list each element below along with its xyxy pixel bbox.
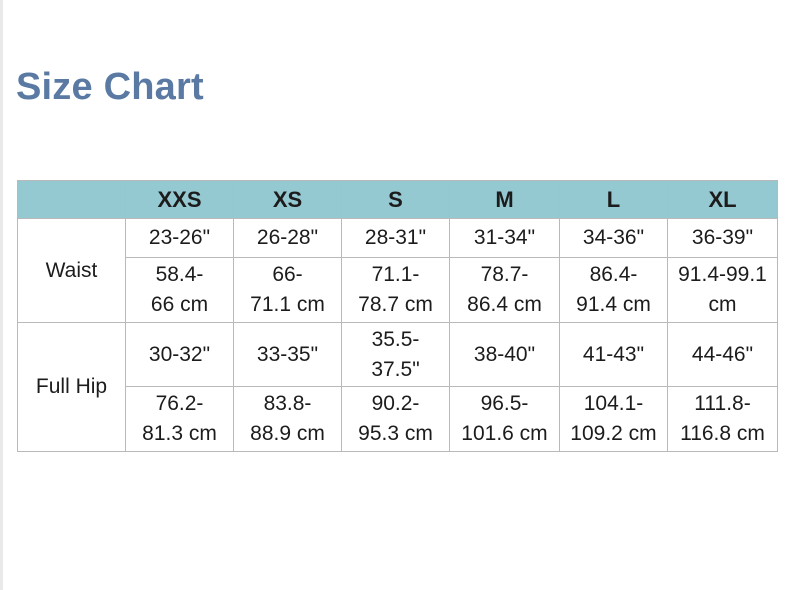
cell-value: 83.8- 88.9 cm [250, 392, 325, 445]
cell-value: 44-46" [691, 342, 754, 366]
table-cell [342, 323, 450, 387]
cell-value: 58.4- 66 cm [150, 263, 209, 316]
table-cell [450, 323, 560, 387]
table-cell [450, 219, 560, 258]
header-cell-m: M [450, 181, 560, 219]
header-cell-xs: XS [234, 181, 342, 219]
page-edge [0, 0, 3, 590]
size-chart-table [17, 180, 778, 452]
cell-value: 35.5- 37.5" [371, 327, 420, 381]
row-label-full-hip: Full Hip [18, 323, 126, 452]
row-label-waist: Waist [18, 219, 126, 323]
table-cell [342, 219, 450, 258]
cell-value: 104.1- 109.2 cm [570, 392, 657, 445]
table-cell [668, 387, 778, 452]
header-cell-xl: XL [668, 181, 778, 219]
cell-value: 90.2- 95.3 cm [358, 392, 433, 445]
table-cell [126, 258, 234, 323]
cell-value: 41-43" [582, 342, 645, 366]
table-cell [234, 258, 342, 323]
cell-value: 91.4-99.1 cm [678, 263, 767, 316]
cell-value: 33-35" [256, 342, 319, 366]
table-cell [126, 387, 234, 452]
cell-value: 23-26" [148, 226, 211, 249]
cell-value: 96.5- 101.6 cm [461, 392, 548, 445]
table-cell [234, 323, 342, 387]
table-cell [126, 219, 234, 258]
table-cell [342, 258, 450, 323]
header-cell-l: L [560, 181, 668, 219]
table-cell [342, 387, 450, 452]
table-row-hip-cm [18, 387, 778, 452]
table-cell [668, 219, 778, 258]
cell-value: 38-40" [473, 342, 536, 366]
table-cell [234, 387, 342, 452]
table-cell [560, 323, 668, 387]
table-row-hip-inches [18, 323, 778, 387]
table-cell [560, 258, 668, 323]
table-row-waist-inches [18, 219, 778, 258]
cell-value: 76.2- 81.3 cm [142, 392, 217, 445]
cell-value: 36-39" [691, 226, 754, 249]
header-cell-xxs: XXS [126, 181, 234, 219]
table-row-waist-cm [18, 258, 778, 323]
table-cell [234, 219, 342, 258]
cell-value: 28-31" [364, 226, 427, 249]
cell-value: 31-34" [473, 226, 536, 249]
cell-value: 34-36" [582, 226, 645, 249]
header-cell-empty [18, 181, 126, 219]
page-title: Size Chart [16, 66, 204, 108]
table-cell [450, 387, 560, 452]
cell-value: 71.1- 78.7 cm [358, 263, 433, 316]
cell-value: 30-32" [148, 342, 211, 366]
cell-value: 111.8- 116.8 cm [680, 392, 765, 445]
header-row [18, 181, 778, 219]
table-cell [668, 258, 778, 323]
table-cell [126, 323, 234, 387]
cell-value: 86.4- 91.4 cm [576, 263, 651, 316]
cell-value: 26-28" [256, 226, 319, 249]
table-cell [560, 219, 668, 258]
table-cell [450, 258, 560, 323]
header-cell-s: S [342, 181, 450, 219]
table-cell [668, 323, 778, 387]
table-cell [560, 387, 668, 452]
cell-value: 78.7- 86.4 cm [467, 263, 542, 316]
cell-value: 66- 71.1 cm [250, 263, 325, 316]
